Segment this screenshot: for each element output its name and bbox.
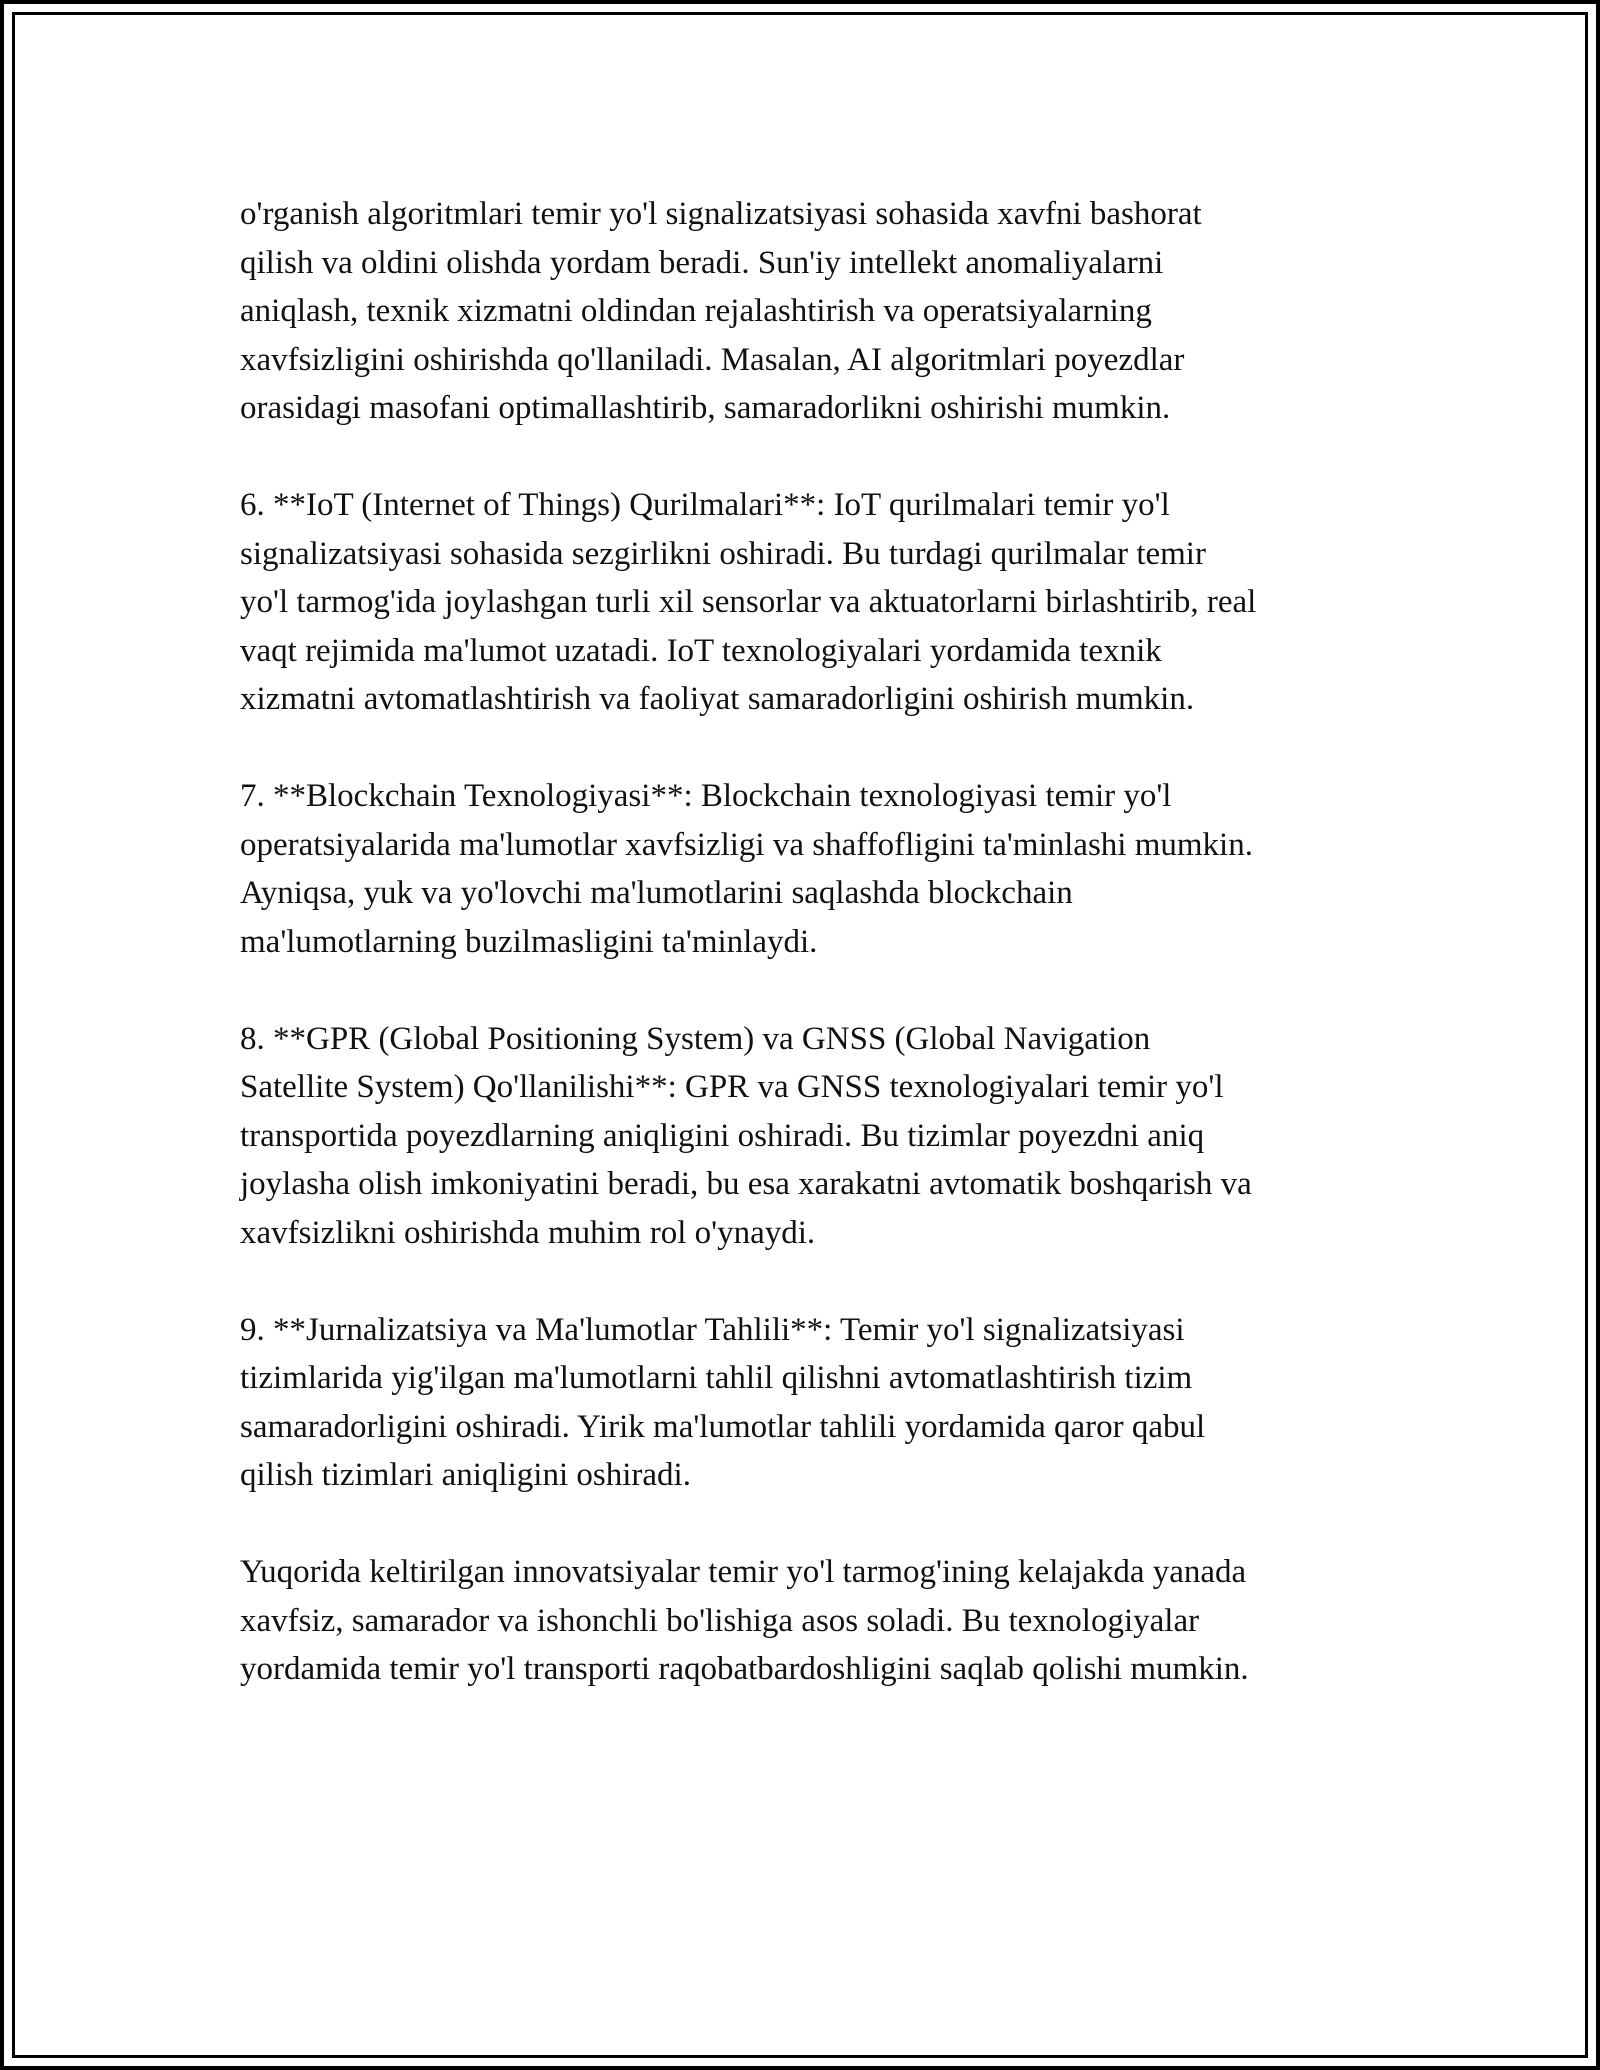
paragraph-item-9-analytics xyxy=(240,1306,1380,1500)
text-line: yo'l tarmog'ida joylashgan turli xil sensorlar va aktuatorlarni birlashtirib, real xyxy=(240,584,1257,620)
paragraph-item-6-iot xyxy=(240,481,1380,724)
text-line: operatsiyalarida ma'lumotlar xavfsizligi va shaffofligini ta'minlashi mumkin. xyxy=(240,826,1253,863)
text-line: qilish tizimlari aniqligini oshiradi. xyxy=(240,1457,691,1493)
document-body xyxy=(240,190,1380,1742)
text-line: xizmatni avtomatlashtirish va faoliyat samaradorligini oshirish mumkin. xyxy=(240,681,1195,717)
paragraph-item-8-gpr-gnss xyxy=(240,1015,1380,1258)
text-line: yordamida temir yo'l transporti raqobatbardoshligini saqlab qolishi mumkin. xyxy=(240,1651,1249,1687)
text-line: transportida poyezdlarning aniqligini oshiradi. Bu tizimlar poyezdni aniq xyxy=(240,1117,1205,1154)
text-line: o'rganish algoritmlari temir yo'l signalizatsiyasi sohasida xavfni bashorat xyxy=(240,196,1202,232)
text-line: Satellite System) Qo'llanilishi**: GPR va GNSS texnologiyalari temir yo'l xyxy=(240,1069,1224,1105)
text-line: 8. **GPR (Global Positioning System) va GNSS (Global Navigation xyxy=(240,1020,1151,1057)
text-line: 7. **Blockchain Texnologiyasi**: Blockchain texnologiyasi temir yo'l xyxy=(240,778,1172,814)
paragraph-ai-intro xyxy=(240,190,1380,433)
text-line: xavfsizlikni oshirishda muhim rol o'ynaydi. xyxy=(240,1214,816,1251)
paragraph-conclusion xyxy=(240,1548,1380,1694)
text-line: qilish va oldini olishda yordam beradi. Sun'iy intellekt anomaliyalarni xyxy=(240,244,1164,281)
text-line: xavfsizligini oshirishda qo'llaniladi. Masalan, AI algoritmlari poyezdlar xyxy=(240,341,1185,378)
text-line: 9. **Jurnalizatsiya va Ma'lumotlar Tahlili**: Temir yo'l signalizatsiyasi xyxy=(240,1311,1185,1348)
text-line: orasidagi masofani optimallashtirib, samaradorlikni oshirishi mumkin. xyxy=(240,390,1171,426)
text-line: Yuqorida keltirilgan innovatsiyalar temir yo'l tarmog'ining kelajakda yanada xyxy=(240,1554,1247,1590)
text-line: vaqt rejimida ma'lumot uzatadi. IoT texnologiyalari yordamida texnik xyxy=(240,632,1162,669)
paragraph-item-7-blockchain xyxy=(240,772,1380,966)
text-line: xavfsiz, samarador va ishonchli bo'lishiga asos soladi. Bu texnologiyalar xyxy=(240,1602,1200,1639)
text-line: signalizatsiyasi sohasida sezgirlikni oshiradi. Bu turdagi qurilmalar temir xyxy=(240,535,1206,572)
text-line: tizimlarida yig'ilgan ma'lumotlarni tahlil qilishni avtomatlashtirish tizim xyxy=(240,1360,1193,1396)
text-line: joylasha olish imkoniyatini beradi, bu esa xarakatni avtomatik boshqarish va xyxy=(240,1166,1252,1202)
text-line: aniqlash, texnik xizmatni oldindan rejalashtirish va operatsiyalarning xyxy=(240,293,1152,329)
text-line: ma'lumotlarning buzilmasligini ta'minlaydi. xyxy=(240,923,818,960)
text-line: samaradorligini oshiradi. Yirik ma'lumotlar tahlili yordamida qaror qabul xyxy=(240,1408,1206,1445)
text-line: Ayniqsa, yuk va yo'lovchi ma'lumotlarini saqlashda blockchain xyxy=(240,875,1073,911)
text-line: 6. **IoT (Internet of Things) Qurilmalari**: IoT qurilmalari temir yo'l xyxy=(240,487,1170,523)
